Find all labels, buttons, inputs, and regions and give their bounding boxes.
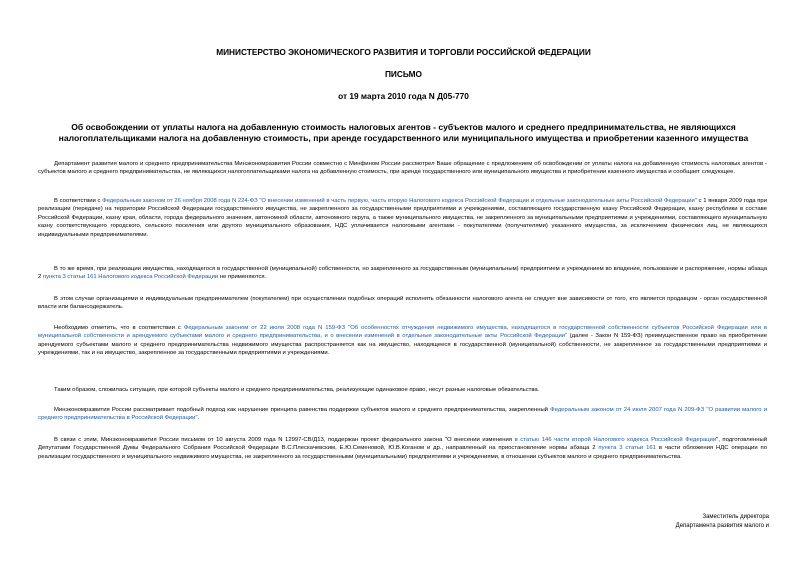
- paragraph-text: .: [197, 415, 200, 422]
- paragraph-text: В то же время, при реализации имущества, находящегося в государственной (муниципальной) собственности, но закрепленного за государственным (муниципальным) предприятием и учреждением во владение, пользование и распоряжение, нормы абзаца 2: [38, 266, 767, 281]
- paragraph-text: с 1 января 2009 года при реализации (передаче) на территории Российской Федерации государственного имущества, не закрепленного за государственными предприятиями и учреждениями, составляющего государственную казну Российской Федерации, казну республики в составе Российской Федерации, казну края, области, города федерального значения, автономной области, автономного округа, а также муниципального имущества, не закрепленного за муниципальными предприятиями и учреждениями, составляющего муниципальную казну соответствующего городского, сельского поселения или другого муниципального образования, НДС уплачивается налоговыми агентами - покупателями (получателями) указанного имущества, за исключением физических лиц, не являющихся индивидуальными предпринимателями.: [38, 198, 767, 238]
- paragraph-text: Минэкономразвития России рассматривает подобный подход как нарушение принципа равенства поддержки субъектов малого и среднего предпринимательства, закрепленный: [54, 407, 551, 413]
- document-subject: Об освобождении от уплаты налога на добавленную стоимость налоговых агентов - субъектов малого и среднего предпринимательства, не являющихся налогоплательщиками налога на добавленную стоимость, при аренде государственного или муниципального имущества и приобретении казенного имущества: [58, 122, 749, 143]
- article-161-link[interactable]: пункта 3 статьи 161: [598, 445, 656, 452]
- paragraph-text: ", подготовленный Депутатами Государственной Думы Федерального Собрания Российской Федерации В.С.Плескачевским, Е.Ю.Семеновой, Ю.В.Коганом и др., направленный на приостановление нормы абзаца 2: [38, 437, 767, 452]
- paragraph-2: [38, 197, 767, 239]
- paragraph-5: [38, 324, 767, 358]
- paragraph-text: Необходимо отметить, что в соответствии с: [54, 325, 184, 331]
- paragraph-text: не применяются.: [218, 274, 267, 281]
- document-type: ПИСЬМО: [384, 69, 423, 79]
- paragraph-6: Таким образом, сложилась ситуация, при которой субъекты малого и среднего предпринимательства, реализующие одинаковое право, несут разные налоговые обязательства.: [54, 387, 540, 393]
- paragraph-text: В связи с этим, Минэкономразвития России письмом от 10 августа 2009 года N 12997-СВ/Д13, поддержан проект федерального закона "О внесении изменения: [54, 437, 515, 443]
- paragraph-text: (далее - Закон N 159-ФЗ) преимущественное право на приобретение арендуемого субъектами малого и среднего предпринимательства недвижимого имущества распространяется как на имущество, находящееся в государственной (муниципальной) собственности, не закрепленное за государственными предприятиями и учреждениями, так и на имущество, закрепленное за государственными предприятиями и учреждениями.: [38, 333, 767, 357]
- paragraph-7: [38, 406, 767, 423]
- paragraph-8: [38, 436, 767, 461]
- law-224-fz-link[interactable]: Федеральным законом от 26 ноября 2008 года N 224-ФЗ "О внесении изменений в часть первую, часть вторую Налогового кодекса Российской Федерации и отдельные законодательные акты Российской Федерации": [102, 198, 697, 204]
- paragraph-text: В соответствии с: [54, 198, 103, 204]
- article-161-link[interactable]: пункта 3 статьи 161 Налогового кодекса Российской Федерации: [42, 274, 219, 281]
- paragraph-4: В этом случае организациями и индивидуальным предпринимателем (покупателем) при осуществлении подобных операций исполнять обязанности налогового агента не следует вне зависимости от того, кто является продавцом - орган государственной власти или балансодержатель.: [38, 296, 767, 311]
- paragraph-3: [38, 265, 767, 282]
- signature-department: Департамента развития малого и: [675, 523, 769, 529]
- document-date-number: от 19 марта 2010 года N Д05-770: [338, 91, 469, 101]
- signature-title: Заместитель директора: [702, 514, 769, 520]
- ministry-title: МИНИСТЕРСТВО ЭКОНОМИЧЕСКОГО РАЗВИТИЯ И ТОРГОВЛИ РОССИЙСКОЙ ФЕДЕРАЦИИ: [216, 47, 591, 57]
- paragraph-1: Департамент развития малого и среднего предпринимательства Минэкономразвития России совместно с Минфином России рассмотрел Ваше обращение с предложением об освобождении от уплаты налога на добавленную стоимость налоговых агентов - субъектов малого и среднего предпринимательства, не являющихся налогоплательщиками налога на добавленную стоимость, при аренде государственного или муниципального имущества и приобретении казенного имущества и сообщает следующее.: [38, 161, 767, 176]
- law-209-fz-link[interactable]: Федеральным законом от 24 июля 2007 года N 209-ФЗ "О развитии малого и среднего предпринимательства в Российской Федерации": [38, 407, 767, 422]
- article-146-link[interactable]: в статью 146 части второй Налогового кодекса Российской Федерации: [514, 437, 717, 443]
- law-159-fz-link[interactable]: Федеральным законом от 22 июля 2008 года N 159-ФЗ "Об особенностях отчуждения недвижимого имущества, находящегося в государственной собственности субъектов Российской Федерации или в муниципальной собственности и арендуемого субъектами малого и среднего предпринимательства, и о внесении изменений в отдельные законодательные акты Российской Федерации": [38, 325, 768, 340]
- paragraph-text: в части обложения НДС операции по реализации государственного и муниципального недвижимого имущества, не закрепленного за государственными (муниципальными) предприятиями и учреждениями, в отношении субъектов малого и среднего предпринимательства.: [38, 445, 767, 460]
